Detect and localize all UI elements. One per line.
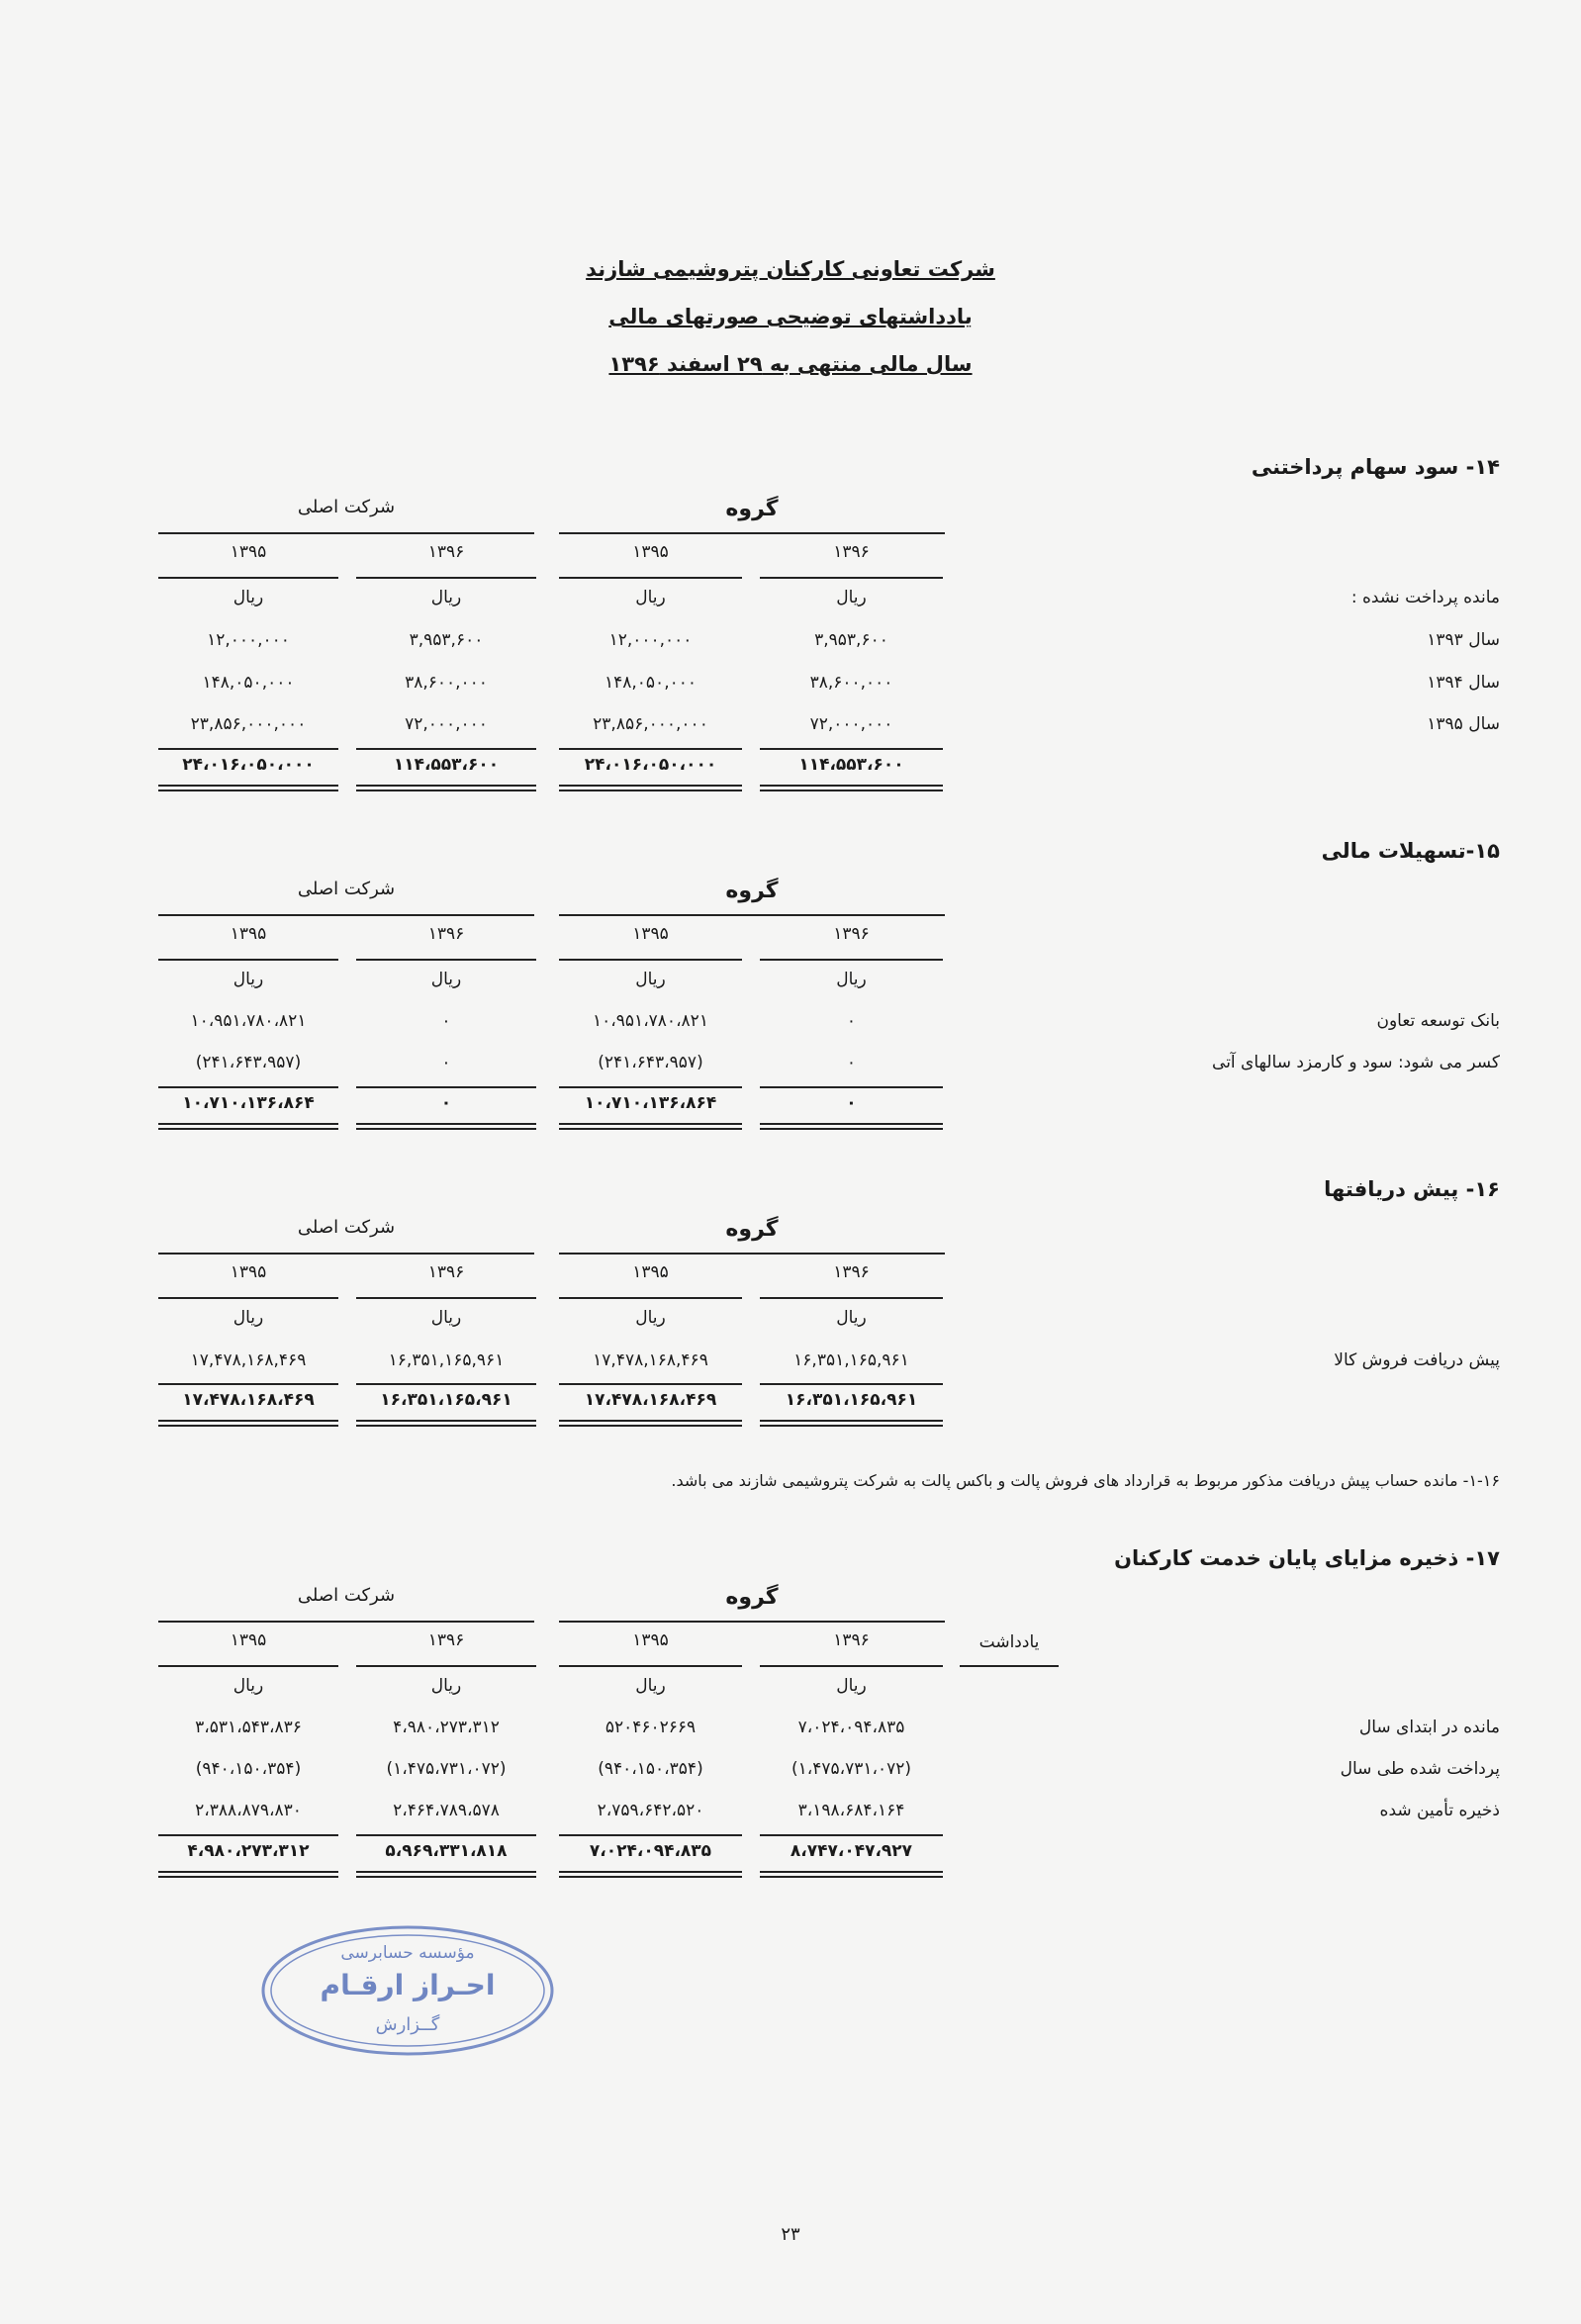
section-15-unit-col4: ریال — [232, 970, 264, 989]
section-15-group-label: گروه — [725, 879, 779, 903]
section-15-double-rule2 — [559, 1123, 742, 1130]
section-14-year-rule4 — [158, 577, 338, 579]
section-17-double-rule1 — [760, 1871, 943, 1878]
section-16-parent-label: شرکت اصلی — [297, 1217, 396, 1238]
section-15-double-rule1 — [760, 1123, 943, 1130]
section-15-title: ۱۵-تسهیلات مالی — [1321, 839, 1500, 863]
stamp-line2: احـراز ارقـام — [320, 1969, 496, 2001]
section-17-total-rule1 — [760, 1834, 943, 1836]
section-14-row3-col3: ۷۲,۰۰۰,۰۰۰ — [405, 714, 488, 734]
section-15-unit-col1: ریال — [836, 970, 867, 989]
section-17-parent-label: شرکت اصلی — [297, 1585, 396, 1606]
section-16-year-rule2 — [559, 1297, 742, 1299]
section-14-row2-label: سال ۱۳۹۴ — [1427, 673, 1500, 693]
section-14-parent-rule — [158, 532, 534, 534]
section-14-row1-col2: ۱۲,۰۰۰,۰۰۰ — [608, 630, 693, 650]
section-15-row2-label: کسر می شود: سود و کارمزد سالهای آتی — [1212, 1053, 1500, 1072]
section-14-unit-col4: ریال — [232, 588, 264, 607]
section-17-double-rule3 — [356, 1871, 536, 1878]
section-14-parent-label: شرکت اصلی — [297, 497, 396, 517]
section-15-row2-col2: (۲۴۱،۶۴۳،۹۵۷) — [598, 1053, 703, 1072]
section-17-year-rule4 — [158, 1665, 338, 1667]
section-15-row1-col3: ۰ — [441, 1011, 451, 1031]
section-15-parent-label: شرکت اصلی — [297, 879, 396, 899]
section-17-row1-col3: ۴،۹۸۰،۲۷۳،۳۱۲ — [393, 1718, 500, 1737]
section-14-row2-col4: ۱۴۸,۰۵۰,۰۰۰ — [202, 673, 295, 693]
section-14-double-rule2 — [559, 785, 742, 791]
section-14-unit-col1: ریال — [836, 588, 867, 607]
section-17-note-col-label: یادداشت — [978, 1632, 1040, 1652]
page-number: ۲۳ — [781, 2224, 800, 2245]
section-16-total-rule2 — [559, 1383, 742, 1385]
section-17-total-col1: ۸،۷۴۷،۰۴۷،۹۲۷ — [790, 1841, 913, 1861]
section-17-unit-col4: ریال — [232, 1676, 264, 1696]
section-17-group-rule — [559, 1621, 945, 1623]
section-16-group-rule — [559, 1253, 945, 1255]
section-14-total-col3: ۱۱۴،۵۵۳،۶۰۰ — [393, 755, 500, 775]
section-14-total-col1: ۱۱۴،۵۵۳،۶۰۰ — [798, 755, 904, 775]
section-17-title: ۱۷- ذخیره مزایای پایان خدمت کارکنان — [1114, 1546, 1500, 1570]
section-17-total-rule3 — [356, 1834, 536, 1836]
section-14-row3-col1: ۷۲,۰۰۰,۰۰۰ — [809, 714, 893, 734]
section-17-row2-col3: (۱،۴۷۵،۷۳۱،۰۷۲) — [386, 1759, 507, 1779]
section-15-year-rule4 — [158, 959, 338, 961]
stamp-line3: گــزارش — [375, 2014, 440, 2035]
section-16-total-col2: ۱۷،۴۷۸،۱۶۸،۴۶۹ — [584, 1390, 717, 1410]
section-16-total-col3: ۱۶،۳۵۱،۱۶۵،۹۶۱ — [380, 1390, 512, 1410]
section-16-row1-col1: ۱۶,۳۵۱,۱۶۵,۹۶۱ — [793, 1350, 909, 1370]
section-15-total-col2: ۱۰،۷۱۰،۱۳۶،۸۶۴ — [584, 1093, 717, 1113]
section-14-row1-label: سال ۱۳۹۳ — [1427, 630, 1500, 650]
section-16-row1-label: پیش دریافت فروش کالا — [1334, 1350, 1500, 1370]
section-16-year-col4: ۱۳۹۵ — [230, 1262, 267, 1282]
section-14-group-rule — [559, 532, 945, 534]
section-17-row1-col1: ۷،۰۲۴،۰۹۴،۸۳۵ — [797, 1718, 905, 1737]
section-16-parent-rule — [158, 1253, 534, 1255]
section-14-row2-col3: ۳۸,۶۰۰,۰۰۰ — [405, 673, 488, 693]
section-17-total-col3: ۵،۹۶۹،۳۳۱،۸۱۸ — [385, 1841, 508, 1861]
section-17-row2-col2: (۹۴۰،۱۵۰،۳۵۴) — [598, 1759, 703, 1779]
section-15-row2-col1: ۰ — [846, 1053, 857, 1072]
section-14-row1-col1: ۳,۹۵۳,۶۰۰ — [814, 630, 888, 650]
section-17-unit-col1: ریال — [836, 1676, 867, 1696]
section-17-note-col-rule — [960, 1665, 1059, 1667]
section-14-year-col4: ۱۳۹۵ — [230, 542, 267, 562]
section-15-year-rule3 — [356, 959, 536, 961]
notes-subtitle: یادداشتهای توضیحی صورتهای مالی — [608, 305, 973, 328]
section-14-row2-col2: ۱۴۸,۰۵۰,۰۰۰ — [604, 673, 697, 693]
section-16-year-rule1 — [760, 1297, 943, 1299]
section-15-year-col2: ۱۳۹۵ — [632, 924, 669, 944]
section-16-year-col1: ۱۳۹۶ — [833, 1262, 870, 1282]
section-14-row3-col2: ۲۳,۸۵۶,۰۰۰,۰۰۰ — [593, 714, 708, 734]
section-16-total-rule1 — [760, 1383, 943, 1385]
section-17-year-rule2 — [559, 1665, 742, 1667]
section-14-year-col3: ۱۳۹۶ — [427, 542, 465, 562]
section-16-double-rule3 — [356, 1420, 536, 1427]
section-14-year-col2: ۱۳۹۵ — [632, 542, 669, 562]
section-17-row1-col4: ۳،۵۳۱،۵۴۳،۸۳۶ — [195, 1718, 302, 1737]
section-15-row2-col4: (۲۴۱،۶۴۳،۹۵۷) — [195, 1053, 302, 1072]
section-17-row3-col3: ۲،۴۶۴،۷۸۹،۵۷۸ — [393, 1801, 500, 1820]
section-15-year-rule1 — [760, 959, 943, 961]
section-14-row1-col4: ۱۲,۰۰۰,۰۰۰ — [207, 630, 290, 650]
section-14-unit-col2: ریال — [635, 588, 666, 607]
section-16-year-col3: ۱۳۹۶ — [427, 1262, 465, 1282]
auditor-stamp — [259, 1923, 556, 2058]
section-15-total-rule3 — [356, 1086, 536, 1088]
section-17-year-col4: ۱۳۹۵ — [230, 1630, 267, 1650]
section-15-year-rule2 — [559, 959, 742, 961]
section-14-group-label: گروه — [725, 497, 779, 521]
section-15-row1-col4: ۱۰،۹۵۱،۷۸۰،۸۲۱ — [190, 1011, 307, 1031]
section-15-total-rule4 — [158, 1086, 338, 1088]
section-15-total-rule1 — [760, 1086, 943, 1088]
section-14-total-col4: ۲۴،۰۱۶،۰۵۰،۰۰۰ — [182, 755, 315, 775]
section-17-group-label: گروه — [725, 1585, 779, 1610]
section-17-year-col2: ۱۳۹۵ — [632, 1630, 669, 1650]
section-14-double-rule3 — [356, 785, 536, 791]
section-17-parent-rule — [158, 1621, 534, 1623]
section-16-footnote: ۱-۱۶- مانده حساب پیش دریافت مذکور مربوط به قرارداد های فروش پالت و باکس پالت به شرکت پتروشیمی شازند می باشد. — [671, 1471, 1500, 1490]
section-16-year-rule3 — [356, 1297, 536, 1299]
section-15-row2-col3: ۰ — [441, 1053, 451, 1072]
section-14-double-rule1 — [760, 785, 943, 791]
section-17-unit-col2: ریال — [635, 1676, 666, 1696]
section-17-total-rule2 — [559, 1834, 742, 1836]
section-16-unit-col3: ریال — [430, 1308, 462, 1328]
section-15-row1-col1: ۰ — [846, 1011, 857, 1031]
section-16-total-col1: ۱۶،۳۵۱،۱۶۵،۹۶۱ — [785, 1390, 918, 1410]
section-15-row1-col2: ۱۰،۹۵۱،۷۸۰،۸۲۱ — [593, 1011, 708, 1031]
section-14-row3-col4: ۲۳,۸۵۶,۰۰۰,۰۰۰ — [190, 714, 307, 734]
section-15-unit-col2: ریال — [635, 970, 666, 989]
section-15-total-col1: ۰ — [846, 1093, 857, 1113]
section-15-group-rule — [559, 914, 945, 916]
section-17-row3-col2: ۲،۷۵۹،۶۴۲،۵۲۰ — [597, 1801, 704, 1820]
section-17-row3-label: ذخیره تأمین شده — [1379, 1801, 1500, 1820]
section-16-row1-col2: ۱۷,۴۷۸,۱۶۸,۴۶۹ — [593, 1350, 708, 1370]
section-14-row2-col1: ۳۸,۶۰۰,۰۰۰ — [809, 673, 893, 693]
section-14-total-rule2 — [559, 748, 742, 750]
section-16-title: ۱۶- پیش دریافتها — [1324, 1177, 1500, 1201]
section-17-row2-col1: (۱،۴۷۵،۷۳۱،۰۷۲) — [790, 1759, 912, 1779]
section-16-row1-col3: ۱۶,۳۵۱,۱۶۵,۹۶۱ — [388, 1350, 505, 1370]
section-14-total-rule3 — [356, 748, 536, 750]
section-16-unit-col2: ریال — [635, 1308, 666, 1328]
section-14-year-rule2 — [559, 577, 742, 579]
section-15-parent-rule — [158, 914, 534, 916]
section-14-total-rule1 — [760, 748, 943, 750]
section-15-row1-label: بانک توسعه تعاون — [1376, 1011, 1500, 1031]
section-15-year-col1: ۱۳۹۶ — [833, 924, 870, 944]
section-15-total-col3: ۰ — [440, 1093, 452, 1113]
section-17-double-rule4 — [158, 1871, 338, 1878]
section-14-pre-label: مانده پرداخت نشده : — [1350, 588, 1500, 607]
section-15-double-rule3 — [356, 1123, 536, 1130]
section-17-year-col1: ۱۳۹۶ — [833, 1630, 870, 1650]
section-14-year-rule1 — [760, 577, 943, 579]
section-17-year-rule3 — [356, 1665, 536, 1667]
section-17-year-rule1 — [760, 1665, 943, 1667]
stamp-line1: مؤسسه حسابرسی — [340, 1943, 475, 1963]
section-17-year-col3: ۱۳۹۶ — [427, 1630, 465, 1650]
section-15-total-rule2 — [559, 1086, 742, 1088]
section-17-row3-col4: ۲،۳۸۸،۸۷۹،۸۳۰ — [195, 1801, 302, 1820]
section-16-total-col4: ۱۷،۴۷۸،۱۶۸،۴۶۹ — [182, 1390, 315, 1410]
company-title: شرکت تعاونی کارکنان پتروشیمی شازند — [586, 257, 995, 281]
section-16-group-label: گروه — [725, 1217, 779, 1242]
section-17-total-col4: ۴،۹۸۰،۲۷۳،۳۱۲ — [187, 1841, 310, 1861]
section-14-row3-label: سال ۱۳۹۵ — [1427, 714, 1500, 734]
section-17-total-col2: ۷،۰۲۴،۰۹۴،۸۳۵ — [589, 1841, 712, 1861]
section-17-row2-col4: (۹۴۰،۱۵۰،۳۵۴) — [195, 1759, 302, 1779]
section-16-total-rule3 — [356, 1383, 536, 1385]
section-16-year-col2: ۱۳۹۵ — [632, 1262, 669, 1282]
section-16-double-rule4 — [158, 1420, 338, 1427]
section-17-row1-col2: ۵۲۰۴۶۰۲۶۶۹ — [604, 1718, 697, 1737]
section-16-row1-col4: ۱۷,۴۷۸,۱۶۸,۴۶۹ — [190, 1350, 307, 1370]
section-14-year-col1: ۱۳۹۶ — [833, 542, 870, 562]
section-15-year-col4: ۱۳۹۵ — [230, 924, 267, 944]
section-14-row1-col3: ۳,۹۵۳,۶۰۰ — [409, 630, 484, 650]
section-14-total-rule4 — [158, 748, 338, 750]
section-17-row1-label: مانده در ابتدای سال — [1358, 1718, 1500, 1737]
section-15-total-col4: ۱۰،۷۱۰،۱۳۶،۸۶۴ — [182, 1093, 315, 1113]
section-14-double-rule4 — [158, 785, 338, 791]
section-14-year-rule3 — [356, 577, 536, 579]
section-15-unit-col3: ریال — [430, 970, 462, 989]
period-title: سال مالی منتهی به ۲۹ اسفند ۱۳۹۶ — [608, 352, 973, 376]
section-17-total-rule4 — [158, 1834, 338, 1836]
section-17-row2-label: پرداخت شده طی سال — [1340, 1759, 1500, 1779]
section-16-total-rule4 — [158, 1383, 338, 1385]
section-16-year-rule4 — [158, 1297, 338, 1299]
section-17-unit-col3: ریال — [430, 1676, 462, 1696]
section-14-unit-col3: ریال — [430, 588, 462, 607]
section-17-row3-col1: ۳،۱۹۸،۶۸۴،۱۶۴ — [797, 1801, 905, 1820]
section-15-year-col3: ۱۳۹۶ — [427, 924, 465, 944]
section-15-double-rule4 — [158, 1123, 338, 1130]
section-14-total-col2: ۲۴،۰۱۶،۰۵۰،۰۰۰ — [584, 755, 717, 775]
section-16-unit-col4: ریال — [232, 1308, 264, 1328]
section-17-double-rule2 — [559, 1871, 742, 1878]
section-16-unit-col1: ریال — [836, 1308, 867, 1328]
section-14-title: ۱۴- سود سهام پرداختنی — [1251, 455, 1500, 479]
section-16-double-rule2 — [559, 1420, 742, 1427]
section-16-double-rule1 — [760, 1420, 943, 1427]
